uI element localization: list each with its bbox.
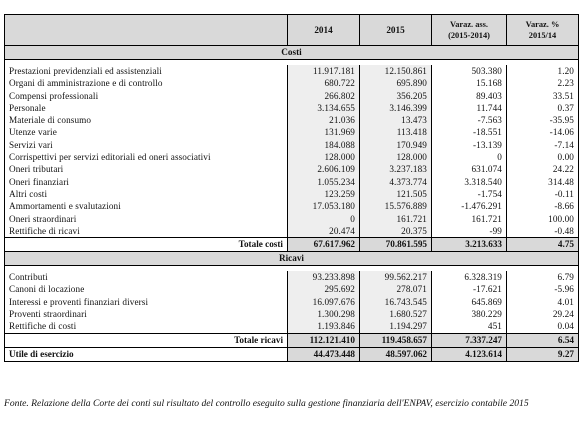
section-costi-label: Costi — [5, 46, 579, 60]
value-var-abs: -18.551 — [432, 126, 507, 138]
row-label: Ammortamenti e svalutazioni — [5, 200, 288, 212]
value-var-abs: -7.563 — [432, 114, 507, 126]
total-costi-row-label: Totale costi — [5, 238, 288, 252]
value-var-pct: -0.11 — [507, 188, 579, 200]
row-label: Rettifiche di ricavi — [5, 225, 288, 238]
header-var-abs — [432, 15, 507, 46]
row-label: Oneri finanziari — [5, 176, 288, 188]
value-2014: 11.917.181 — [288, 65, 360, 77]
value-var-pct: 100.00 — [507, 213, 579, 225]
value-2014: 184.088 — [288, 139, 360, 151]
value-2015: 3.146.399 — [360, 102, 432, 114]
table-row — [5, 65, 579, 77]
value-2015: 356.205 — [360, 90, 432, 102]
value-2014: 128.000 — [288, 151, 360, 163]
total-ricavi-row-2015: 119.458.657 — [360, 333, 432, 347]
total-costi-row-var-abs: 3.213.633 — [432, 238, 507, 252]
value-var-abs: -1.754 — [432, 188, 507, 200]
value-var-abs: 0 — [432, 151, 507, 163]
value-2015: 113.418 — [360, 126, 432, 138]
financial-table-container — [4, 14, 578, 362]
total-costi-row — [5, 238, 579, 252]
section-ricavi-label: Ricavi — [5, 252, 579, 266]
utile-row-label: Utile di esercizio — [5, 347, 288, 361]
value-var-abs: 3.318.540 — [432, 176, 507, 188]
table-row — [5, 90, 579, 102]
value-var-abs: 6.328.319 — [432, 271, 507, 283]
value-2014: 680.722 — [288, 77, 360, 89]
value-2014: 1.055.234 — [288, 176, 360, 188]
header-row — [5, 15, 579, 46]
header-2014: 2014 — [288, 15, 360, 46]
table-row — [5, 200, 579, 212]
value-2014: 3.134.655 — [288, 102, 360, 114]
row-label: Servizi vari — [5, 139, 288, 151]
section-ricavi — [5, 252, 579, 266]
value-var-pct: -0.48 — [507, 225, 579, 238]
value-var-pct: -8.66 — [507, 200, 579, 212]
utile-row-var-abs: 4.123.614 — [432, 347, 507, 361]
total-ricavi-row-2014: 112.121.410 — [288, 333, 360, 347]
utile-row — [5, 347, 579, 361]
value-2014: 0 — [288, 213, 360, 225]
value-2015: 12.150.861 — [360, 65, 432, 77]
table-row — [5, 283, 579, 295]
value-2015: 128.000 — [360, 151, 432, 163]
row-label: Materiale di consumo — [5, 114, 288, 126]
table-row — [5, 225, 579, 238]
value-2014: 295.692 — [288, 283, 360, 295]
header-var-abs-line1: Varaz. ass. — [449, 20, 489, 29]
value-var-abs: 11.744 — [432, 102, 507, 114]
value-var-pct: -35.95 — [507, 114, 579, 126]
value-2014: 1.193.846 — [288, 320, 360, 333]
value-var-pct: 4.01 — [507, 296, 579, 308]
total-costi-row-var-pct: 4.75 — [507, 238, 579, 252]
table-row — [5, 296, 579, 308]
row-label: Altri costi — [5, 188, 288, 200]
value-2015: 1.680.527 — [360, 308, 432, 320]
value-2015: 4.373.774 — [360, 176, 432, 188]
value-2014: 17.053.180 — [288, 200, 360, 212]
value-var-abs: -99 — [432, 225, 507, 238]
value-2015: 16.743.545 — [360, 296, 432, 308]
table-row — [5, 188, 579, 200]
value-var-pct: -14.06 — [507, 126, 579, 138]
value-var-pct: 2.23 — [507, 77, 579, 89]
value-var-abs: 89.403 — [432, 90, 507, 102]
value-2014: 20.474 — [288, 225, 360, 238]
value-2014: 266.802 — [288, 90, 360, 102]
table-row — [5, 176, 579, 188]
value-var-pct: 0.00 — [507, 151, 579, 163]
total-costi-row-2014: 67.617.962 — [288, 238, 360, 252]
row-label: Rettifiche di costi — [5, 320, 288, 333]
row-label: Corrispettivi per servizi editoriali ed oneri associativi — [5, 151, 288, 163]
value-var-pct: 0.37 — [507, 102, 579, 114]
table-row — [5, 213, 579, 225]
utile-row-var-pct: 9.27 — [507, 347, 579, 361]
value-var-pct: 33.51 — [507, 90, 579, 102]
row-label: Personale — [5, 102, 288, 114]
value-2014: 21.036 — [288, 114, 360, 126]
row-label: Oneri tributari — [5, 163, 288, 175]
value-2014: 123.259 — [288, 188, 360, 200]
value-var-pct: 29.24 — [507, 308, 579, 320]
value-var-pct: 6.79 — [507, 271, 579, 283]
table-row — [5, 163, 579, 175]
value-2015: 99.562.217 — [360, 271, 432, 283]
table-row — [5, 114, 579, 126]
row-label: Prestazioni previdenziali ed assistenziali — [5, 65, 288, 77]
table-row — [5, 308, 579, 320]
value-var-pct: -5.96 — [507, 283, 579, 295]
financial-table — [4, 14, 579, 362]
header-var-pct-line1: Varaz. % — [525, 20, 560, 29]
value-2014: 1.300.298 — [288, 308, 360, 320]
header-var-pct — [507, 15, 579, 46]
total-costi-row-2015: 70.861.595 — [360, 238, 432, 252]
source-note: Fonte. Relazione della Corte dei conti sul risultato del controllo eseguito sulla gestione finanziaria dell'ENPAV, esercizio contabile 2015 — [4, 398, 529, 409]
row-label: Compensi professionali — [5, 90, 288, 102]
value-var-abs: -13.139 — [432, 139, 507, 151]
value-2015: 278.071 — [360, 283, 432, 295]
value-var-abs: 380.229 — [432, 308, 507, 320]
total-ricavi-row-label: Totale ricavi — [5, 333, 288, 347]
total-ricavi-row-var-pct: 6.54 — [507, 333, 579, 347]
header-label-cell — [5, 15, 288, 46]
row-label: Interessi e proventi finanziari diversi — [5, 296, 288, 308]
row-label: Oneri straordinari — [5, 213, 288, 225]
utile-row-2015: 48.597.062 — [360, 347, 432, 361]
table-row — [5, 77, 579, 89]
value-2014: 131.969 — [288, 126, 360, 138]
value-2014: 93.233.898 — [288, 271, 360, 283]
value-var-pct: 24.22 — [507, 163, 579, 175]
value-2015: 13.473 — [360, 114, 432, 126]
value-var-pct: 1.20 — [507, 65, 579, 77]
value-2014: 2.606.109 — [288, 163, 360, 175]
header-var-abs-line2: (2015-2014) — [448, 31, 490, 40]
value-var-abs: -17.621 — [432, 283, 507, 295]
table-row — [5, 271, 579, 283]
total-ricavi-row-var-abs: 7.337.247 — [432, 333, 507, 347]
value-2015: 161.721 — [360, 213, 432, 225]
value-2015: 1.194.297 — [360, 320, 432, 333]
value-2015: 695.890 — [360, 77, 432, 89]
utile-row-2014: 44.473.448 — [288, 347, 360, 361]
row-label: Canoni di locazione — [5, 283, 288, 295]
row-label: Proventi straordinari — [5, 308, 288, 320]
value-2015: 170.949 — [360, 139, 432, 151]
value-var-pct: 314.48 — [507, 176, 579, 188]
row-label: Organi di amministrazione e di controllo — [5, 77, 288, 89]
table-row — [5, 320, 579, 333]
header-2015: 2015 — [360, 15, 432, 46]
value-var-abs: 645.869 — [432, 296, 507, 308]
value-2015: 3.237.183 — [360, 163, 432, 175]
value-var-pct: -7.14 — [507, 139, 579, 151]
value-var-abs: -1.476.291 — [432, 200, 507, 212]
value-var-abs: 503.380 — [432, 65, 507, 77]
value-2014: 16.097.676 — [288, 296, 360, 308]
value-var-abs: 161.721 — [432, 213, 507, 225]
table-row — [5, 102, 579, 114]
row-label: Contributi — [5, 271, 288, 283]
table-row — [5, 139, 579, 151]
table-row — [5, 126, 579, 138]
value-2015: 121.505 — [360, 188, 432, 200]
value-var-abs: 451 — [432, 320, 507, 333]
value-2015: 15.576.889 — [360, 200, 432, 212]
row-label: Utenze varie — [5, 126, 288, 138]
value-2015: 20.375 — [360, 225, 432, 238]
table-row — [5, 151, 579, 163]
section-costi — [5, 46, 579, 60]
header-var-pct-line2: 2015/14 — [528, 31, 557, 40]
value-var-pct: 0.04 — [507, 320, 579, 333]
value-var-abs: 631.074 — [432, 163, 507, 175]
total-ricavi-row — [5, 333, 579, 347]
value-var-abs: 15.168 — [432, 77, 507, 89]
